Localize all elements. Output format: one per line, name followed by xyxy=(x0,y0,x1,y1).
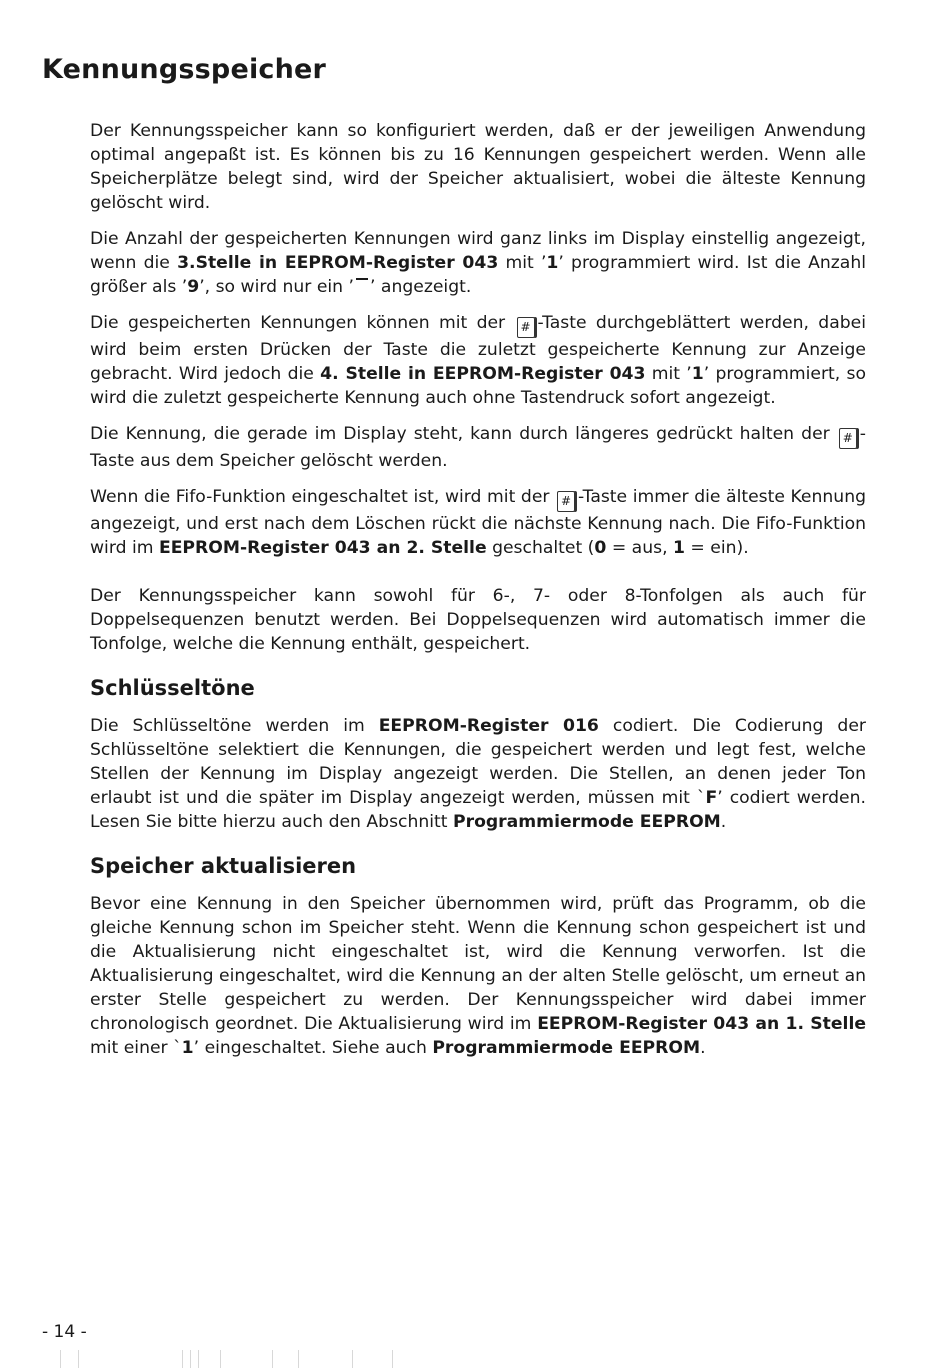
register-ref: EEPROM-Register 043 an 1. Stelle xyxy=(537,1014,866,1034)
register-ref: 4. Stelle in EEPROM-Register 043 xyxy=(320,364,646,384)
paragraph-intro: Der Kennungsspeicher kann so konfiguriert werden, daß er der jeweiligen Anwendung optimal angepaßt ist. Es können bis zu 16 Kennungen gespeichert werden. Wenn alle Speicherplätze belegt sind, wird der Speicher aktualisiert, wobei die älteste Kennung gelöscht wird. xyxy=(90,121,866,213)
paragraph-delete: Die Kennung, die gerade im Display steht, kann durch längeres gedrückt halten der # -Taste aus dem Speicher gelöscht werden. xyxy=(90,424,866,471)
register-ref: EEPROM-Register 043 an 2. Stelle xyxy=(158,538,487,558)
section-reference: Programmiermode EEPROM xyxy=(432,1038,701,1058)
paragraph-count-display: Die Anzahl der gespeicherten Kennungen wird ganz links im Display einstellig angezeigt, wenn die 3.Stelle in EEPROM-Register 043 mit ’1’ programmiert wird. Ist die Anzahl größer als ’9’, so wird nur ein ’ ’ angezeigt. xyxy=(90,229,866,297)
section-heading-schluesseltoene: Schlüsseltöne xyxy=(90,676,255,700)
hash-key-icon: # xyxy=(557,491,575,512)
hash-key-icon: # xyxy=(839,428,857,449)
page-number: - 14 - xyxy=(42,1322,87,1342)
section-reference: Programmiermode EEPROM xyxy=(453,812,721,832)
page-title: Kennungsspeicher xyxy=(42,54,327,85)
document-body xyxy=(90,119,866,1072)
paragraph-fifo: Wenn die Fifo-Funktion eingeschaltet ist, wird mit der # -Taste immer die älteste Kennung angezeigt, und erst nach dem Löschen rückt die nächste Kennung nach. Die Fifo-Funktion wird im EEPROM-Register 043 an 2. Stelle geschaltet (0 = aus, 1 = ein). xyxy=(90,487,866,558)
section-heading-speicher-aktualisieren: Speicher aktualisieren xyxy=(90,854,357,878)
register-ref: 3.Stelle in EEPROM-Register 043 xyxy=(177,253,499,273)
scan-artifact-marks xyxy=(60,1350,440,1368)
paragraph-browse: Die gespeicherten Kennungen können mit der # -Taste durchgeblättert werden, dabei wird beim ersten Drücken der Taste die zuletzt gespeicherte Kennung zur Anzeige gebracht. Wird jedoch die 4. Stelle in EEPROM-Register 043 mit ’1’ programmiert, so wird die zuletzt gespeicherte Kennung auch ohne Tastendruck sofort angezeigt. xyxy=(90,313,866,408)
overline-dash-icon xyxy=(356,278,368,280)
paragraph-update: Bevor eine Kennung in den Speicher übernommen wird, prüft das Programm, ob die gleiche Kennung schon im Speicher steht. Wenn die Kennung schon gespeichert ist und die Aktualisierung nicht eingeschaltet ist, wird die Kennung verworfen. Ist die Aktualisierung eingeschaltet, wird die Kennung an der alten Stelle gelöscht, um erneut an erster Stelle gespeichert zu werden. Der Kennungsspeicher wird dabei immer chronologisch geordnet. Die Aktualisierung wird im EEPROM-Register 043 an 1. Stelle mit einer `1’ eingeschaltet. Siehe auch Programmiermode EEPROM. xyxy=(90,894,866,1058)
register-ref: EEPROM-Register 016 xyxy=(378,716,599,736)
hash-key-icon: # xyxy=(517,317,535,338)
paragraph-sequences: Der Kennungsspeicher kann sowohl für 6-, 7- oder 8-Tonfolgen als auch für Doppelsequenzen benutzt werden. Bei Doppelsequenzen wird automatisch immer die Tonfolge, welche die Kennung enthält, gespeichert. xyxy=(90,586,866,654)
paragraph-key-tones: Die Schlüsseltöne werden im EEPROM-Register 016 codiert. Die Codierung der Schlüsseltöne selektiert die Kennungen, die gespeichert werden und legt fest, welche Stellen der Kennung im Display angezeigt werden. Die Stellen, an denen jeder Ton erlaubt ist und die später im Display angezeigt werden, müssen mit `F’ codiert werden. Lesen Sie bitte hierzu auch den Abschnitt Programmiermode EEPROM. xyxy=(90,716,866,832)
